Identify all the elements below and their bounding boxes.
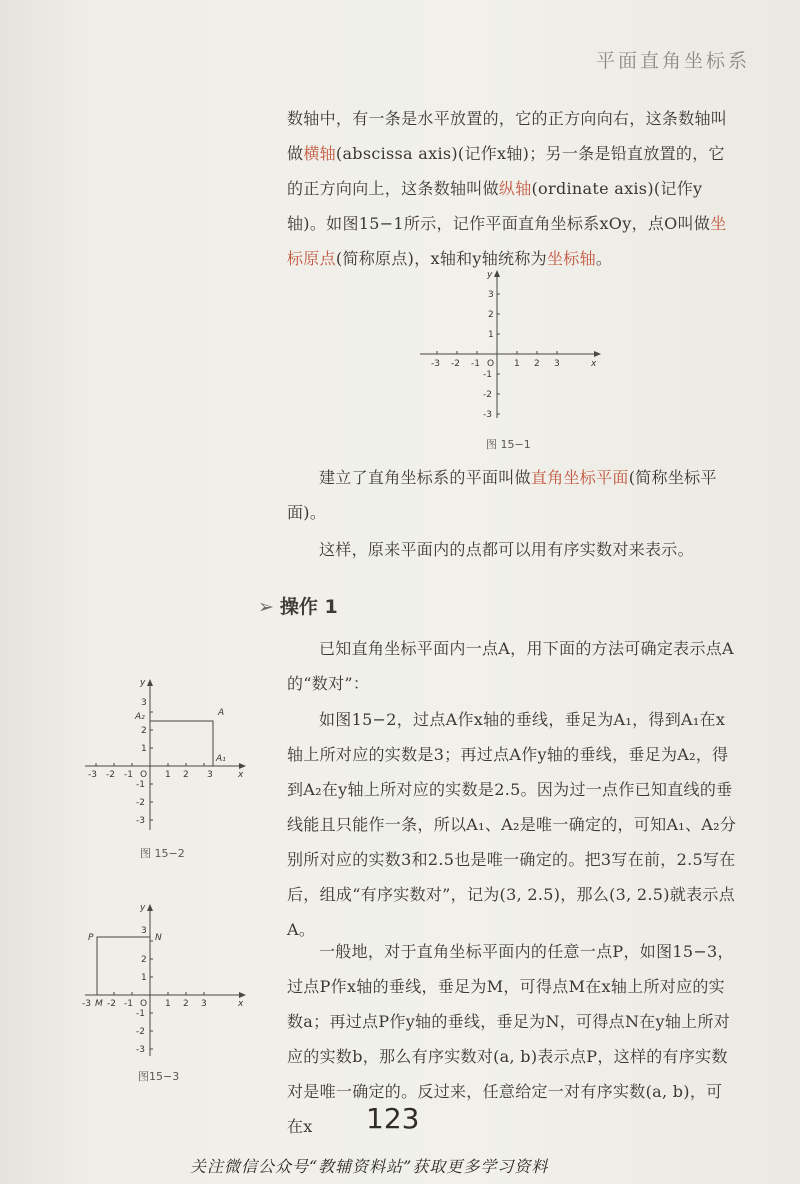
- figure-15-2-caption: 图 15−2: [140, 847, 185, 860]
- y-axis-arrow: [494, 270, 500, 277]
- figure-15-3: [80, 900, 250, 1060]
- origin-label: O: [140, 999, 148, 1009]
- text: 。: [595, 249, 613, 268]
- x-axis-arrow: [239, 992, 246, 998]
- x-axis-label: x: [238, 770, 244, 780]
- x-tick-label: 1: [514, 359, 520, 369]
- x-axis-arrow: [594, 351, 601, 357]
- foot-y-label: N: [155, 933, 162, 943]
- x-tick-label: -2: [106, 770, 115, 780]
- foot-x-label: A₁: [216, 754, 226, 764]
- x-tick-label: 3: [207, 770, 213, 780]
- y-axis-label: y: [140, 678, 146, 688]
- figure-15-2: [80, 675, 250, 835]
- x-axis-arrow: [239, 763, 246, 769]
- x-tick-label: -1: [124, 999, 133, 1009]
- y-tick-label: 1: [488, 330, 494, 340]
- origin-label: O: [140, 770, 148, 780]
- paragraph-operation-intro: 已知直角坐标平面内一点A，用下面的方法可确定表示点A的“数对”：: [287, 639, 734, 693]
- x-tick-label: 2: [183, 770, 189, 780]
- running-header: 平面直角坐标系: [595, 50, 750, 72]
- text: 数轴中，有一条是水平放置的，它的正方向向右，这条数轴叫做: [287, 109, 728, 163]
- footer-watermark-text: 关注微信公众号“教辅资料站”获取更多学习资料: [190, 1157, 549, 1176]
- x-axis-label: x: [591, 359, 597, 369]
- y-tick-label: 2: [141, 726, 147, 736]
- y-tick-label: 1: [141, 744, 147, 754]
- term-ordinate: 纵轴: [498, 179, 532, 198]
- text: (ordinate axis)(记作y轴)。如图15−1所示，记作平面直角坐标系xOy，点O叫做: [287, 179, 711, 233]
- y-tick-label: -2: [136, 798, 145, 808]
- y-tick-label: -1: [136, 1009, 145, 1019]
- y-tick-label: -2: [483, 390, 492, 400]
- x-axis-label: x: [238, 999, 244, 1009]
- y-axis-arrow: [147, 904, 153, 911]
- paragraph-operation-example: 如图15−2，过点A作x轴的垂线，垂足为A₁，得到A₁在x轴上所对应的实数是3；再过点A作y轴的垂线，垂足为A₂，得到A₂在y轴上所对应的实数是2.5。因为过一点作已知直线的垂线能且只能作一条，所以A₁、A₂是唯一确定的，可知A₁、A₂分别所对应的实数3和2.5也是唯一确定的。把3写在前，2.5写在后，组成“有序实数对”，记为(3, 2.5)，那么(3, 2.5)就表示点A。: [287, 710, 737, 939]
- term-origin: 坐标原点: [287, 214, 727, 268]
- arrow-icon: ➢: [258, 596, 274, 618]
- y-tick-label: -2: [136, 1027, 145, 1037]
- point-label: P: [88, 933, 94, 943]
- text: (abscissa axis)(记作x轴)；另一条是铅直放置的，它的正方向向上，这条数轴叫做: [287, 144, 725, 198]
- y-tick-label: -1: [136, 780, 145, 790]
- x-tick-label: -2: [451, 359, 460, 369]
- point-label: A: [218, 708, 225, 718]
- y-axis-label: y: [140, 903, 146, 913]
- x-tick-label: -2: [107, 999, 116, 1009]
- y-tick-label: 3: [488, 290, 494, 300]
- term-abscissa: 横轴: [303, 144, 336, 163]
- origin-label: O: [487, 359, 495, 369]
- y-tick-label: -1: [483, 370, 492, 380]
- x-tick-label: 1: [165, 770, 171, 780]
- paragraph-operation-general: 一般地，对于直角坐标平面内的任意一点P，如图15−3，过点P作x轴的垂线，垂足为M，可得点M在x轴上所对应的实数a；再过点P作y轴的垂线，垂足为N，可得点N在y轴上所对应的实数b，那么有序实数对(a, b)表示点P，这样的有序实数对是唯一确定的。反过来，任意给定一对有序实数(a, b)，可在x: [287, 942, 734, 1136]
- text: (简称坐标平面)。: [287, 468, 717, 522]
- figure-15-3-caption: 图15−3: [138, 1070, 180, 1083]
- term-coordinate-axes: 坐标轴: [546, 249, 596, 268]
- text: (简称原点)，x轴和y轴统称为: [335, 249, 547, 268]
- y-tick-label: -3: [483, 410, 492, 420]
- foot-x-label: M: [95, 999, 103, 1009]
- point-a-projection: [150, 721, 213, 766]
- x-tick-label: -3: [431, 359, 440, 369]
- text: 建立了直角坐标系的平面叫做: [319, 468, 531, 487]
- figure-15-1: [415, 268, 605, 430]
- term-coordinate-plane: 直角坐标平面: [530, 468, 629, 487]
- x-tick-label: -1: [124, 770, 133, 780]
- page-number: 123: [366, 1102, 420, 1135]
- y-tick-label: 3: [141, 698, 147, 708]
- paragraph-axes-definition: [287, 101, 737, 276]
- x-tick-label: -3: [82, 999, 91, 1009]
- x-tick-label: -3: [88, 770, 97, 780]
- y-tick-label: 3: [141, 926, 147, 936]
- section-title: 操作 1: [279, 596, 338, 618]
- foot-y-label: A₂: [135, 712, 145, 722]
- x-tick-label: 3: [554, 359, 560, 369]
- x-tick-label: 3: [201, 999, 207, 1009]
- y-axis-label: y: [487, 270, 493, 280]
- x-tick-label: 2: [534, 359, 540, 369]
- y-tick-label: 1: [141, 973, 147, 983]
- y-tick-label: -3: [136, 1045, 145, 1055]
- x-tick-label: -1: [471, 359, 480, 369]
- section-heading: [258, 592, 338, 619]
- y-tick-label: 2: [141, 955, 147, 965]
- x-tick-label: 2: [183, 999, 189, 1009]
- point-p-projection: [97, 937, 150, 995]
- paragraph-ordered-pairs: 这样，原来平面内的点都可以用有序实数对来表示。: [319, 540, 694, 559]
- y-tick-label: -3: [136, 816, 145, 826]
- y-tick-label: 2: [488, 310, 494, 320]
- y-axis-arrow: [147, 679, 153, 686]
- x-tick-label: 1: [165, 999, 171, 1009]
- figure-15-1-caption: 图 15−1: [486, 438, 531, 451]
- paragraph-coordinate-plane: [287, 460, 737, 530]
